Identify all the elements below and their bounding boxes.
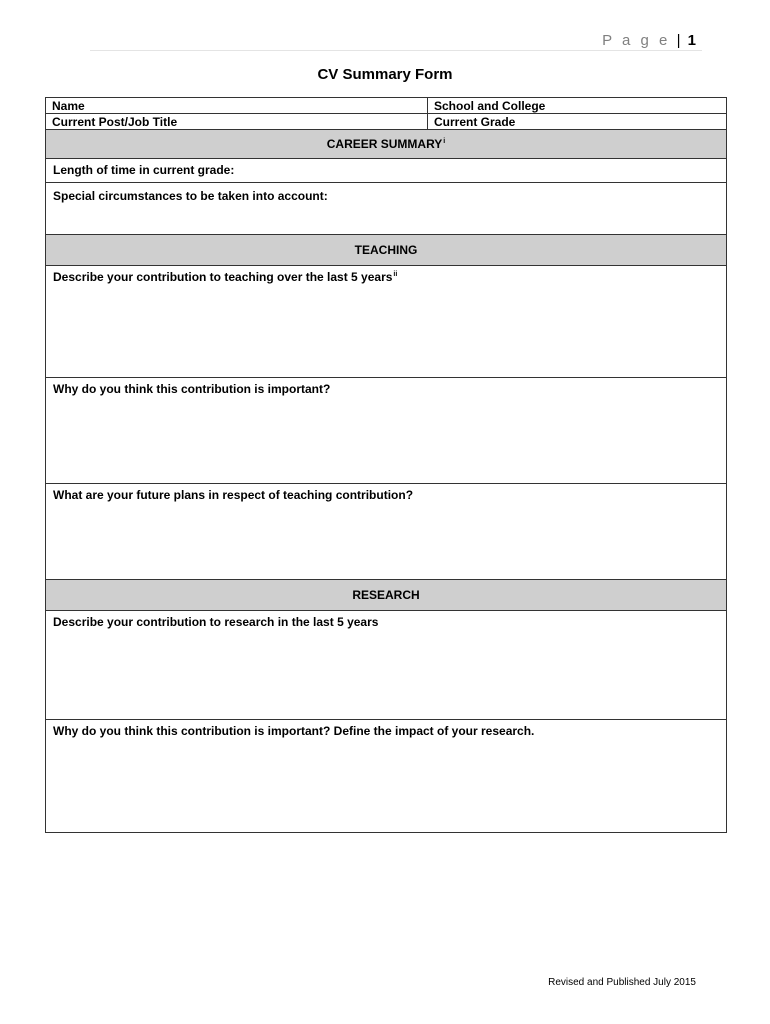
name-row xyxy=(46,98,726,114)
time-in-grade-label: Length of time in current grade: xyxy=(53,163,235,177)
teaching-importance-field[interactable] xyxy=(46,378,726,484)
current-grade-label: Current Grade xyxy=(434,115,516,129)
teaching-footnote-marker: ii xyxy=(393,271,398,278)
career-summary-heading xyxy=(46,130,726,159)
form-title: CV Summary Form xyxy=(317,66,453,83)
teaching-future-plans-field[interactable] xyxy=(46,484,726,580)
teaching-contribution-text: Describe your contribution to teaching over the last 5 years xyxy=(53,270,393,284)
research-heading xyxy=(46,580,726,611)
research-contribution-label: Describe your contribution to research in the last 5 years xyxy=(53,615,379,629)
current-post-field[interactable] xyxy=(46,114,428,129)
career-summary-title: CAREER SUMMARY xyxy=(326,137,443,151)
teaching-importance-label: Why do you think this contribution is important? xyxy=(53,382,331,396)
teaching-contribution-field[interactable] xyxy=(46,266,726,378)
page-header xyxy=(90,30,702,51)
time-in-grade-field[interactable] xyxy=(46,159,726,183)
page-word: P a g e xyxy=(602,32,671,49)
research-impact-field[interactable] xyxy=(46,720,726,832)
post-row xyxy=(46,114,726,130)
special-circumstances-label: Special circumstances to be taken into account: xyxy=(53,189,328,203)
research-title: RESEARCH xyxy=(352,588,420,602)
name-label: Name xyxy=(52,99,85,113)
research-impact-label: Why do you think this contribution is important? Define the impact of your research. xyxy=(53,724,535,738)
page-number-indicator xyxy=(602,32,696,49)
page-separator: | xyxy=(676,32,681,49)
research-contribution-field[interactable] xyxy=(46,611,726,720)
school-college-field[interactable] xyxy=(428,98,726,113)
teaching-contribution-label xyxy=(46,266,726,284)
school-college-label: School and College xyxy=(434,99,546,113)
name-field[interactable] xyxy=(46,98,428,113)
teaching-title: TEACHING xyxy=(354,243,418,257)
special-circumstances-field[interactable] xyxy=(46,183,726,235)
current-post-label: Current Post/Job Title xyxy=(52,115,178,129)
cv-form-table xyxy=(45,97,727,833)
teaching-heading xyxy=(46,235,726,266)
teaching-future-plans-label: What are your future plans in respect of teaching contribution? xyxy=(53,488,414,502)
career-summary-footnote-marker: i xyxy=(443,138,446,145)
current-grade-field[interactable] xyxy=(428,114,726,129)
page-number: 1 xyxy=(687,32,696,49)
revision-footer: Revised and Published July 2015 xyxy=(548,977,696,988)
